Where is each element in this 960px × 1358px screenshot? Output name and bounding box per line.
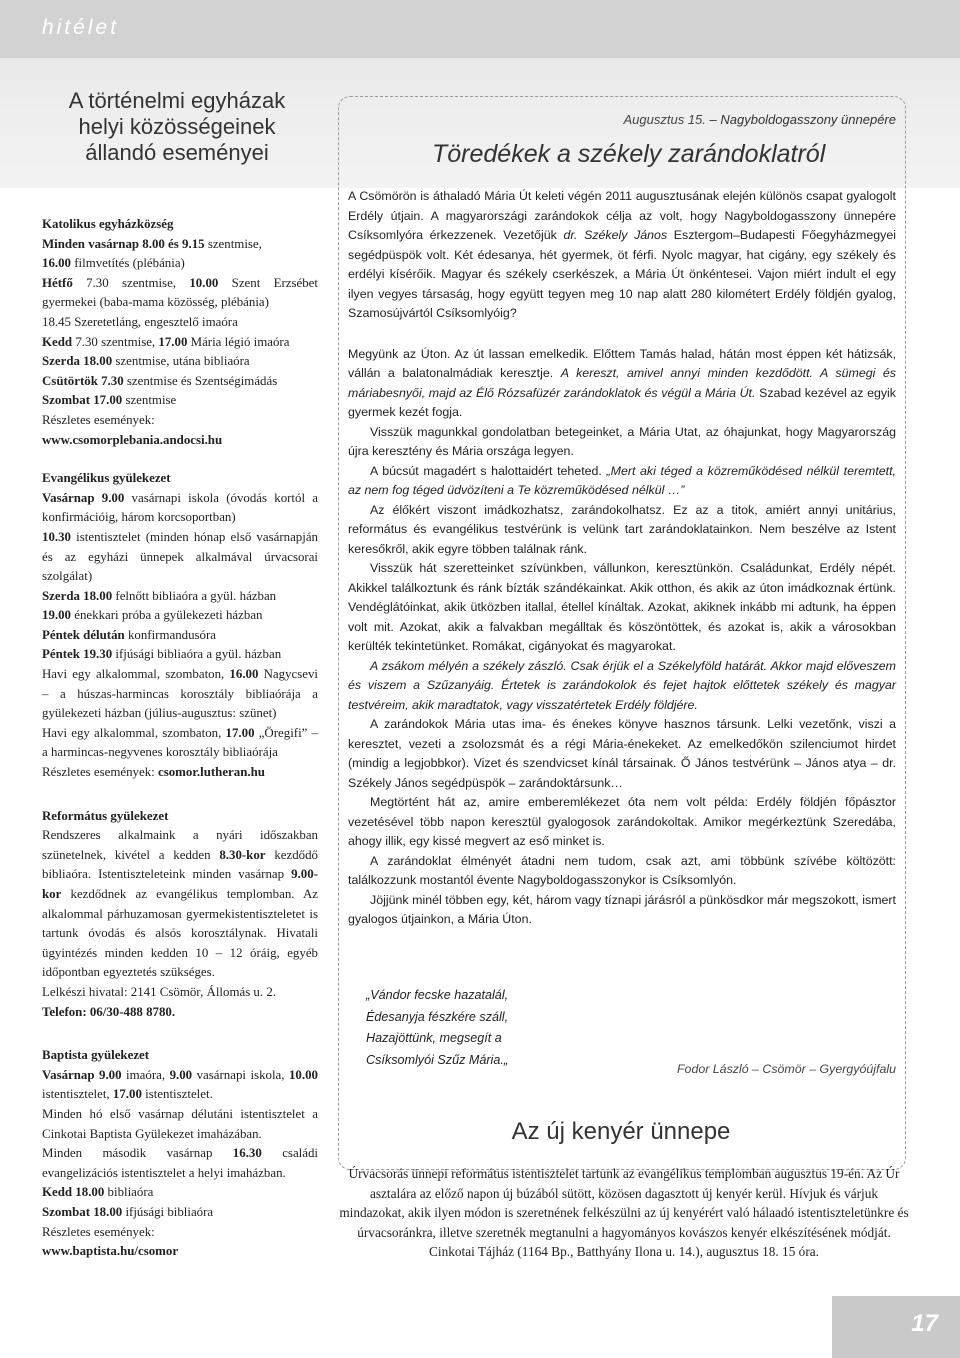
text: „Öregifi” – a harmincas-negyvenes korosztály bibliaórája bbox=[42, 725, 318, 760]
text: „Mert aki téged a közreműködésed nélkül teremtett, az nem fog téged üdvözíteni a Te közreműködésed nélkül …” bbox=[348, 463, 896, 497]
church-events-column bbox=[42, 215, 318, 1262]
text: Esztergom–Budapesti Főegyházmegyei segédpüspök volt. Két édesanya, hét gyermek, öt férfi. Nyolc magyar, hat cigány, egy székely és erdélyi kísérőik. Magyar és székely cserkészek, a Mária Út önkéntesei. Vajon miért indult el egy ilyen vegyes társaság, hogy együtt tegyen meg 10 nap alatt 280 kilométert Erdély földjén gyalog, Szamosújvártól Csíksomlyóig? bbox=[348, 228, 896, 320]
text: 7.30 szentmise, bbox=[72, 334, 159, 349]
poem bbox=[366, 985, 508, 1071]
text: 18.45 Szeretetláng, engesztelő imaóra bbox=[42, 314, 238, 329]
text: ifjúsági bibliaóra bbox=[122, 1204, 214, 1219]
text: Havi egy alkalommal, szombaton, bbox=[42, 667, 230, 682]
page-number-box bbox=[832, 1296, 960, 1358]
text: 7.30 szentmise, bbox=[72, 275, 190, 290]
text: Csütörtök 7.30 bbox=[42, 373, 124, 388]
text: Részletes események: bbox=[42, 765, 158, 780]
bread-feast-text: Úrvacsorás ünnepi református istentisztelet tartunk az evangélikus templomban augusztus 19-én. Az Úr asztalára az előző napon új búzából sütött, közösen dagasztott új kenyér kerül. Hívjuk és várjuk mindazokat, akik ilyen módon is szeretnének felkészülni az új kenyérért való hálaadó istentiszteletünkre és úrvacsoránkra, illetve szeretnék megtanulni a hagyományos kovászos kenyér elkészítésének módját. bbox=[339, 1166, 909, 1240]
article-body bbox=[348, 187, 896, 930]
events-title-line: helyi közösségeinek bbox=[78, 114, 276, 139]
text: 10.00 bbox=[288, 1067, 318, 1082]
reformed-heading: Református gyülekezet bbox=[42, 808, 169, 823]
text: dr. Székely János bbox=[563, 228, 668, 242]
text: filmvetítés (plébánia) bbox=[71, 256, 185, 271]
article-date bbox=[624, 112, 897, 127]
reformed-section bbox=[42, 807, 318, 1023]
text: konfirmandusóra bbox=[124, 627, 217, 642]
page-number: 17 bbox=[911, 1310, 938, 1337]
article-paragraph bbox=[348, 345, 896, 423]
article-paragraph bbox=[348, 187, 896, 324]
article-paragraph: A zarándokok Mária utas ima- és énekes könyve hasznos társunk. Lelki vezetőnk, viszi a keresztet, vezeti a zsolozsmát és a régi Mária-énekeket. Az emelkedőkön szilenciumot hirdet (mindig a legjobbkor). Vizet és szendvicset kínál társainak. Ő János testvérünk – János atya – dr. Székely János segédpüspök – zarándoktársunk… bbox=[348, 717, 896, 790]
text: Kedd bbox=[42, 334, 73, 349]
article-paragraph: Visszük magunkkal gondolatban betegeinket, a Mária Utat, az óhajunkat, hogy Magyarország újra keresztény és Mária országa legyen. bbox=[348, 424, 896, 458]
text: Részletes események: bbox=[42, 412, 155, 427]
bread-feast-title: Az új kenyér ünnepe bbox=[511, 1118, 731, 1145]
text: ifjúsági bibliaóra a gyül. házban bbox=[112, 647, 282, 662]
article-paragraph: A zarándoklat élményét átadni nem tudom, csak azt, ami többünk szívébe költözött: találkozzunk mostantól évente Nagyboldogasszonykor is Csíksomlyón. bbox=[348, 853, 896, 887]
bread-feast-body bbox=[338, 1164, 910, 1262]
text: Mária légió imaóra bbox=[187, 334, 290, 349]
text: 9.00 bbox=[169, 1067, 193, 1082]
text: Kedd 18.00 bbox=[42, 1185, 105, 1200]
article-title: Töredékek a székely zarándoklatról bbox=[432, 140, 826, 168]
poem-line: Édesanyja fészkére száll, bbox=[366, 1009, 509, 1024]
text: 17.00 bbox=[158, 334, 188, 349]
text: imaóra, bbox=[121, 1067, 170, 1082]
reformed-phone: Telefon: 06/30-488 8780. bbox=[42, 1004, 176, 1019]
catholic-heading: Katolikus egyházközség bbox=[42, 217, 174, 231]
text: Hétfő bbox=[42, 275, 73, 290]
text: szentmise, utána bibliaóra bbox=[112, 354, 250, 369]
text: 16.30 bbox=[232, 1146, 262, 1161]
text: 8.30-kor bbox=[219, 847, 266, 862]
text: Péntek 19.30 bbox=[42, 647, 113, 662]
text: Havi egy alkalommal, szombaton, bbox=[42, 725, 226, 740]
events-title bbox=[42, 88, 312, 166]
article-paragraph: Az élőkért viszont imádkozhatsz, zarándokolhatsz. Ez az a titok, amiért annyi unitárius, református és evangélikus testvérünk is velünk tart zarándoklatainkon. Nem beszélve az Istent keresőkről, akik egyre többen találnak ránk. bbox=[348, 502, 896, 556]
text: Péntek délután bbox=[42, 627, 125, 642]
text: Vasárnap 9.00 bbox=[42, 1067, 122, 1082]
text: istentisztelet. bbox=[141, 1087, 213, 1102]
article-signature: Fodor László – Csömör – Gyergyóújfalu bbox=[676, 1062, 896, 1076]
text: énekkari próba a gyülekezeti házban bbox=[71, 608, 263, 623]
text: A Csömörön is áthaladó Mária Út keleti végén 2011 augusztusának elején különös csapat gyalogolt Erdély útjain. A magyarországi zarándokok célja az volt, hogy Nagyboldogasszony ünnepére Csíksomlyóra érkezzenek. Vezetőjük bbox=[348, 189, 896, 242]
text: istentisztelet, bbox=[42, 1087, 113, 1102]
text: családi evangelizációs istentisztelet a helyi imaházban. bbox=[42, 1146, 319, 1180]
text: szentmise és Szentségimádás bbox=[123, 373, 278, 388]
text: szentmise, bbox=[204, 236, 262, 251]
lutheran-website-link[interactable]: csomor.lutheran.hu bbox=[157, 765, 265, 780]
text: vasárnapi iskola, bbox=[192, 1067, 289, 1082]
text: istentisztelet (minden hónap első vasárnapján és az egyházi ünnepek alkalmával úrvacsorai szolgálat) bbox=[42, 529, 318, 584]
header-strip bbox=[0, 0, 960, 58]
text: Vasárnap 9.00 bbox=[42, 490, 125, 505]
lutheran-heading: Evangélikus gyülekezet bbox=[42, 471, 171, 486]
text: Szerda 18.00 bbox=[42, 354, 113, 369]
text: Minden hó első vasárnap délutáni istentisztelet a Cinkotai Baptista Gyülekezet imaházában. bbox=[42, 1106, 318, 1141]
events-title-line: állandó eseményei bbox=[85, 140, 269, 165]
feast-text: Nagyboldogasszony ünnepére bbox=[720, 112, 896, 127]
poem-line: „Vándor fecske hazatalál, bbox=[366, 988, 509, 1002]
text: Szombat 18.00 bbox=[42, 1204, 123, 1219]
text: kezdődő bibliaóra. Istentiszteleteink minden vasárnap bbox=[42, 847, 318, 882]
text: 16.00 bbox=[42, 256, 72, 271]
text: Megyünk az Úton. Az út lassan emelkedik. Előttem Tamás halad, hátán most éppen két hátizsák, vállán a balatonalmádiak keresztje. bbox=[348, 346, 896, 380]
text: A búcsút magadért s halottaidért teheted. bbox=[370, 463, 607, 478]
text: 9.00-kor bbox=[42, 867, 318, 901]
article-paragraph: Jöjjünk minél többen egy, két, három vagy tíznapi járásról a pünkösdkor már megszokott, ismert gyalogos útjainkon, a Mária Úton. bbox=[348, 892, 896, 926]
baptist-section bbox=[42, 1046, 318, 1262]
reformed-office: Lelkészi hivatal: 2141 Csömör, Állomás u. 2. bbox=[42, 984, 276, 999]
text: Rendszeres alkalmaink a nyári időszakban szünetelnek, kivétel a kedden bbox=[42, 828, 318, 862]
text: 19.00 bbox=[42, 608, 72, 623]
text: szentmise bbox=[122, 393, 177, 408]
text: Nagycsevi – a húszas-harmincas korosztály bibliaórája a gyülekezeti házban (július-augusztus: szünet) bbox=[42, 667, 318, 721]
date-text: Augusztus 15. bbox=[623, 112, 706, 127]
text: bibliaóra bbox=[104, 1185, 154, 1200]
text: A zsákom mélyén a székely zászló. Csak érjük el a Székelyföld határát. Akkor majd előveszem és viszem a Szűzanyáig. Értetek is zarándokolok és fejet hajtok előttetek székely és magyar testvéreim, akik maradtatok, vagy visszatértetek Erdély földjére. bbox=[348, 658, 896, 712]
text: A kereszt, amivel annyi minden kezdődött. A sümegi és máriabesnyői, majd az Élő Rózsafüzér zarándoklatok és végül a Mária Út. bbox=[348, 366, 896, 400]
article-paragraph: Visszük hát szeretteinket szívünkben, vállunkon, keresztünkön. Családunkat, Erdély népét. Akikkel találkoztunk és ránk bízták szándékainkat. Akik otthon, és akik az úton imádkoznak értünk. Vendéglátóinkat, akik ütközben itallal, étellel kínáltak. Azokat, akiknek inkább mi adtunk, ha éppen volt mit. Azokat, akik a falvakban megálltak és köszöntöttek, és azokat is, akik a városokban kerülték tekintetünket. Romákat, cigányokat és magyarokat. bbox=[348, 561, 896, 653]
text: 17.00 bbox=[112, 1087, 142, 1102]
lutheran-section bbox=[42, 469, 318, 783]
catholic-section bbox=[42, 215, 318, 450]
article-paragraph bbox=[348, 462, 896, 501]
text: 17.00 bbox=[225, 725, 255, 740]
baptist-heading: Baptista gyülekezet bbox=[42, 1048, 150, 1063]
section-label: hitélet bbox=[42, 16, 120, 39]
text: Szombat 17.00 bbox=[42, 393, 123, 408]
text: Minden második vasárnap bbox=[42, 1146, 233, 1161]
catholic-website-link[interactable]: www.csomorplebania.andocsi.hu bbox=[42, 432, 223, 447]
text: Szerda 18.00 bbox=[42, 588, 113, 603]
text: felnőtt bibliaóra a gyül. házban bbox=[112, 588, 277, 603]
article-paragraph bbox=[348, 657, 896, 716]
text: Szabad kezével az egyik gyermek kezét fogja. bbox=[348, 385, 896, 419]
bread-feast-place: Cinkotai Tájház (1164 Bp., Batthyány Ilona u. 14.), augusztus 18. 15 óra. bbox=[429, 1244, 819, 1260]
text: Részletes események: bbox=[42, 1224, 155, 1239]
poem-line: Csíksomlyói Szűz Mária.„ bbox=[366, 1052, 509, 1067]
text: 16.00 bbox=[229, 667, 259, 682]
text: kezdődnek az evangélikus templomban. Az alkalommal párhuzamosan gyermekistentiszteletet is tartunk óvodás és alsós korosztálynak. Hivatali ügyintézés minden kedden 10 – 12 óráig, egyéb időpontban egyeztetés szükséges. bbox=[42, 887, 318, 980]
poem-line: Hazajöttünk, megsegít a bbox=[366, 1031, 502, 1045]
date-dash: – bbox=[705, 112, 721, 127]
baptist-website-link[interactable]: www.baptista.hu/csomor bbox=[42, 1244, 179, 1259]
text: vasárnapi iskola (óvodás kortól a konfirmációig, három korcsoportban) bbox=[42, 490, 318, 525]
events-title-line: A történelmi egyházak bbox=[68, 88, 286, 113]
text: Minden vasárnap 8.00 és 9.15 bbox=[42, 236, 205, 251]
text: 10.30 bbox=[42, 529, 72, 544]
article-paragraph: Megtörtént hát az, amire emberemlékezet óta nem volt példa: Erdély földjén főpásztor vezetésével több napon keresztül gyalogosok zarándokoltak. Amikor megérkeztünk Szeredába, ahogy illik, egy kissé megvert az eső minket is. bbox=[348, 795, 896, 848]
text: Szent Erzsébet gyermekei (baba-mama közösség, plébánia) bbox=[42, 275, 318, 310]
text: 10.00 bbox=[189, 275, 219, 290]
